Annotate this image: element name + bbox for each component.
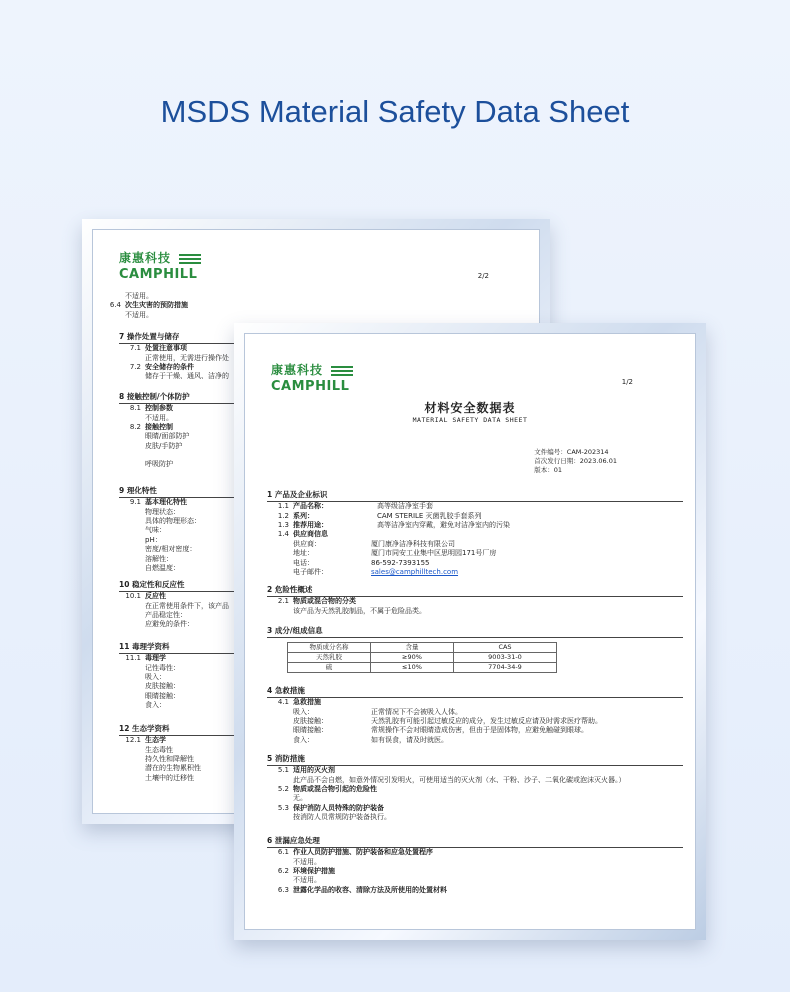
- row-label: [267, 502, 377, 511]
- item-number: 9.1: [129, 498, 141, 507]
- front-sheet-frame: [234, 323, 706, 940]
- section-title: 10 稳定性和反应性: [119, 580, 527, 592]
- first-aid-label: 食入：: [293, 735, 314, 744]
- section-2-text: 该产品为天然乳胶制品，不属于危险品类。: [293, 606, 426, 615]
- first-aid-label: 吸入：: [293, 707, 314, 716]
- table-cell: 9003-31-0: [454, 653, 557, 663]
- section-title: 2 危险性概述: [267, 585, 683, 597]
- logo-stripes-icon: [179, 254, 201, 266]
- company-logo: [119, 250, 197, 284]
- section-title: 3 成分/组成信息: [267, 626, 683, 638]
- supplier-label: 地址：: [293, 549, 314, 558]
- section-lines: [267, 848, 695, 895]
- item-text: 皮肤接触：: [145, 682, 180, 691]
- item-text: 记性毒性：: [145, 663, 180, 672]
- table-row: [288, 653, 557, 663]
- section-6: [267, 836, 695, 895]
- item-text: 吸入：: [145, 673, 166, 681]
- item-text: 不适用。: [125, 310, 153, 319]
- table-row: [288, 663, 557, 673]
- item-text: 具体的物理形态：: [145, 517, 201, 525]
- list-item: [267, 776, 695, 785]
- item-text: 生态学: [145, 736, 166, 745]
- item-text: 眼睛接触：: [145, 691, 180, 700]
- item-text: 接触控制: [145, 423, 173, 431]
- first-aid-value: 常规操作不会对眼睛造成伤害，但由于是固体物，应避免触碰到眼球。: [371, 726, 588, 735]
- issue-date: 首次发行日期：2023.06.01: [534, 456, 617, 465]
- product-info-row: [267, 521, 695, 530]
- product-info-row: [267, 530, 695, 539]
- item-text: 潜在的生物累积性: [145, 764, 201, 773]
- item-number: 12.1: [125, 736, 141, 745]
- item-number: 1.4: [277, 530, 289, 539]
- supplier-row: [293, 540, 695, 549]
- item-number: 11.1: [125, 654, 141, 663]
- page-number: 2/2: [477, 272, 489, 280]
- section-2: 2 危险性概述 2.1 物质或混合物的分类 该产品为天然乳胶制品，不属于危险品类。: [267, 585, 695, 616]
- list-item: [267, 785, 695, 794]
- row-label: [267, 530, 377, 539]
- item-label: 系列：: [293, 511, 314, 520]
- table-cell: ≥90%: [371, 653, 454, 663]
- product-info-row: [267, 502, 695, 511]
- item-label: 供应商信息: [293, 530, 328, 539]
- item-text: 应避免的条件：: [145, 620, 194, 629]
- composition-table: [287, 642, 557, 673]
- item-text: 皮肤/手防护: [145, 441, 183, 450]
- version: 版本：01: [534, 465, 563, 474]
- list-item: [267, 886, 695, 895]
- item-number: 7.1: [129, 344, 141, 353]
- table-cell: 天然乳胶: [288, 653, 371, 663]
- section-5: [267, 754, 695, 823]
- first-aid-value: 如有误食，请及时就医。: [371, 735, 448, 744]
- item-text: 物质或混合物引起的危险性: [293, 785, 377, 793]
- section-4-sub: 急救措施: [293, 698, 321, 707]
- supplier-row: [293, 568, 695, 577]
- item-number: 5.1: [277, 766, 289, 775]
- supplier-info: [267, 540, 695, 578]
- item-number: 8.2: [129, 423, 141, 431]
- item-text: 密度/相对密度：: [145, 545, 197, 554]
- item-text: 不适用。: [145, 413, 173, 422]
- item-number: 6.2: [277, 867, 289, 875]
- section-3: [267, 626, 695, 673]
- item-text: 次生灾害的预防措施: [125, 301, 188, 310]
- item-text: 气味：: [145, 526, 166, 535]
- item-text: 不适用。: [293, 876, 321, 885]
- item-text: 不适用。: [125, 292, 153, 300]
- title-cn: 材料安全数据表: [424, 401, 516, 415]
- supplier-label: 电子邮件：: [293, 568, 328, 577]
- list-item: [267, 766, 695, 775]
- item-label: 推荐用途：: [293, 521, 328, 529]
- item-number: 5.2: [277, 785, 289, 793]
- item-text: 不适用。: [293, 857, 321, 866]
- section-rows: [267, 502, 695, 540]
- supplier-row: [293, 549, 695, 558]
- item-label: 产品名称：: [293, 502, 328, 511]
- product-info-row: [267, 512, 695, 521]
- item-text: 物理状态：: [145, 507, 180, 516]
- item-text: 食入：: [145, 701, 166, 710]
- list-item: [99, 301, 539, 310]
- item-text: 溶解性：: [145, 554, 173, 563]
- item-number: 1.1: [277, 502, 289, 511]
- supplier-label: 供应商：: [293, 539, 321, 548]
- table-cell: CAS: [454, 643, 557, 653]
- list-item: [267, 804, 695, 813]
- item-number: 6.4: [109, 301, 121, 310]
- item-number: 10.1: [125, 592, 141, 601]
- item-text: 在正常使用条件下，该产品: [145, 601, 229, 610]
- section-title: 5 消防措施: [267, 754, 683, 766]
- section-4: 4 急救措施 4.1 急救措施 吸入： 正常情况下不会被吸入人体。 皮肤接触： 天然乳胶有可能引起过敏反应的成分，发生过敏反应请及时需求医疗帮助。 眼睛接触： 常规操作不会对眼睛造成伤害，但由于是固体物，应避免触碰到眼球。 食入： 如有误食，请及时就医。: [267, 686, 695, 745]
- supplier-value: 厦门康净洁净科技有限公司: [371, 539, 455, 548]
- list-item: [267, 813, 695, 822]
- section-lines: [267, 766, 695, 823]
- section-title: 1 产品及企业标识: [267, 490, 683, 502]
- section-2-sub: 物质或混合物的分类: [293, 597, 356, 606]
- item-text: 控制参数: [145, 404, 173, 413]
- table-cell: ≤10%: [371, 663, 454, 673]
- section-title: 4 急救措施: [267, 686, 683, 698]
- item-number: 8.1: [129, 404, 141, 413]
- item-text: 产品稳定性：: [145, 611, 187, 619]
- company-logo: [271, 362, 349, 396]
- item-text: 正常使用，无需进行操作处: [145, 353, 229, 362]
- section-title: 11 毒理学资料: [119, 642, 527, 654]
- page-headline: MSDS Material Safety Data Sheet: [160, 94, 630, 129]
- item-text: 泄露化学品的收容、清除方法及所使用的处置材料: [293, 885, 447, 894]
- item-text: 保护消防人员特殊的防护装备: [293, 803, 384, 812]
- list-item: [267, 794, 695, 803]
- first-aid-label: 皮肤接触：: [293, 717, 328, 725]
- supplier-value: 86-592-7393155: [371, 558, 430, 567]
- section-title: 7 操作处置与储存: [119, 332, 527, 344]
- row-value: 高等洁净室内穿戴，避免对洁净室内的污染: [377, 521, 510, 529]
- item-text: 呼吸防护: [145, 460, 173, 469]
- logo-en: CAMPHILL: [119, 267, 198, 283]
- section-title: 8 接触控制/个体防护: [119, 392, 527, 404]
- item-text: 毒理学: [145, 654, 166, 663]
- front-sheet: [244, 333, 696, 930]
- item-number: 1.2: [277, 511, 289, 520]
- email-link[interactable]: sales@camphilltech.com: [371, 568, 459, 577]
- doc-number: 文件编号：CAM-202314: [534, 448, 609, 456]
- item-number: 6.1: [277, 848, 289, 857]
- first-aid-label: 眼睛接触：: [293, 726, 328, 735]
- table-cell: 物质成分名称: [288, 643, 371, 653]
- table-cell: 硫: [288, 663, 371, 673]
- supplier-row: [293, 559, 695, 568]
- item-text: 此产品不会自燃，如意外情况引发明火，可使用适当的灭火剂（水、干粉、沙子、二氧化碳或泡沫灭火器。）: [293, 775, 626, 784]
- item-text: 环境保护措施: [293, 867, 335, 875]
- item-text: pH：: [145, 535, 162, 544]
- item-number: 6.3: [277, 885, 289, 894]
- item-text: 安全储存的条件: [145, 363, 194, 371]
- item-text: 作业人员防护措施、防护装备和应急处置程序: [293, 848, 433, 857]
- item-text: 土壤中的迁移性: [145, 773, 194, 782]
- list-item: [99, 311, 539, 320]
- list-item: [267, 858, 695, 867]
- list-item: [267, 876, 695, 885]
- section-title: 6 泄漏应急处理: [267, 836, 683, 848]
- item-text: 处置注意事项: [145, 344, 187, 353]
- item-number: 1.3: [277, 521, 289, 529]
- page-number: 1/2: [621, 378, 633, 386]
- first-aid-value: 天然乳胶有可能引起过敏反应的成分，发生过敏反应请及时需求医疗帮助。: [371, 717, 602, 725]
- supplier-label: 电话：: [293, 558, 314, 567]
- item-text: 无。: [293, 794, 307, 803]
- first-aid-row: [293, 736, 695, 745]
- first-aid-row: [293, 708, 695, 717]
- item-text: 眼睛/面部防护: [145, 432, 190, 441]
- item-text: 反应性: [145, 592, 166, 601]
- back-top-lines: [99, 292, 539, 320]
- logo-en: CAMPHILL: [271, 379, 350, 395]
- title-en: MATERIAL SAFETY DATA SHEET: [412, 416, 528, 425]
- supplier-value: 厦门市同安工业集中区思明园171号厂房: [371, 549, 497, 558]
- item-number: 7.2: [129, 363, 141, 371]
- item-text: 生态毒性: [145, 745, 173, 754]
- table-cell: 7704-34-9: [454, 663, 557, 673]
- item-text: 适用的灭火剂: [293, 766, 335, 775]
- table-cell: 含量: [371, 643, 454, 653]
- item-text: 储存于干燥、通风、洁净的: [145, 372, 229, 381]
- first-aid-row: [293, 726, 695, 735]
- document-title: [245, 400, 695, 425]
- item-text: 按消防人员常规防护装备执行。: [293, 813, 391, 822]
- list-item: [267, 848, 695, 857]
- logo-cn: 康惠科技: [119, 251, 172, 265]
- logo-cn: 康惠科技: [271, 363, 324, 377]
- item-number: 5.3: [277, 803, 289, 812]
- logo-stripes-icon: [331, 366, 353, 378]
- row-label: [267, 512, 377, 521]
- table-header-row: [288, 643, 557, 653]
- section-title: 9 理化特性: [119, 486, 527, 498]
- list-item: [267, 867, 695, 876]
- document-meta: [534, 448, 617, 474]
- row-value: CAM STERILE 灭菌乳胶手套系列: [377, 511, 482, 520]
- item-text: 基本理化特性: [145, 498, 187, 507]
- row-value: 高等级洁净室手套: [377, 502, 433, 511]
- item-text: 自燃温度：: [145, 564, 180, 573]
- section-1: [267, 490, 695, 578]
- item-text: 持久性和降解性: [145, 755, 194, 763]
- first-aid-rows: [267, 708, 695, 746]
- first-aid-value: 正常情况下不会被吸入人体。: [371, 707, 462, 716]
- section-title: 12 生态学资料: [119, 724, 527, 736]
